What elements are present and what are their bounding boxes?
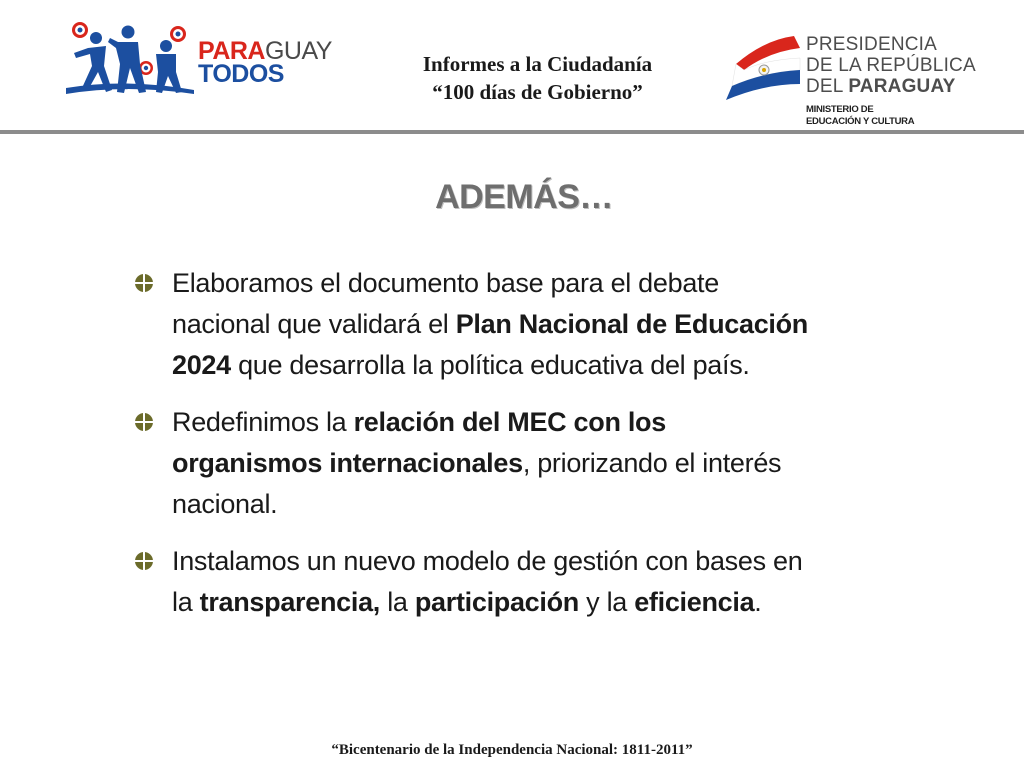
bullet-item	[128, 263, 808, 386]
bullet-item	[128, 402, 808, 525]
presidency-line1: PRESIDENCIA	[806, 34, 938, 55]
bullet-list	[128, 263, 808, 639]
bullet-item	[128, 541, 808, 623]
report-title-line1: Informes a la Ciudadanía	[422, 52, 653, 76]
olive-circle-bullet-icon	[134, 551, 154, 571]
bullet-3-bold-a: transparencia,	[199, 587, 381, 617]
bullet-3-text-c: y la	[578, 587, 635, 617]
report-title	[360, 50, 715, 106]
ministry-wordmark	[806, 104, 914, 128]
report-title-line2: “100 días de Gobierno”	[432, 80, 643, 104]
logo-word-guay: GUAY	[264, 37, 332, 65]
paraguay-todos-logo	[66, 18, 351, 96]
bullet-1-bold-a: Plan Nacional de Educación 2024	[172, 309, 809, 380]
bullet-3-text-d: .	[754, 587, 762, 617]
slide-title: ADEMÁS…	[435, 178, 613, 216]
logo-wordmark	[198, 37, 332, 88]
bullet-3-bold-c: eficiencia	[634, 587, 755, 617]
bullet-3-bold-b: participación	[414, 587, 579, 617]
presidency-logo	[724, 34, 1014, 130]
header-divider	[0, 130, 1024, 134]
paraguay-flag-swoosh-icon	[724, 34, 802, 102]
bullet-1-text-b: que desarrolla la política educativa del país.	[230, 350, 750, 380]
bullet-1-text-a: Elaboramos el documento base para el debate nacional que validará el	[172, 268, 719, 339]
logo-word-para: PARA	[198, 37, 265, 65]
presidency-line3-prefix: DEL	[806, 76, 849, 97]
header	[0, 0, 1024, 136]
people-figures-icon	[66, 18, 196, 96]
bullet-2-text-b: , priorizando el interés nacional.	[172, 448, 782, 519]
presidency-line3-bold: PARAGUAY	[848, 76, 956, 97]
olive-circle-bullet-icon	[134, 412, 154, 432]
bullet-3-text-b: la	[380, 587, 415, 617]
ministry-line1: MINISTERIO DE	[806, 104, 874, 115]
bullet-2-text-a: Redefinimos la	[172, 407, 354, 437]
bullet-2-bold-a: relación del MEC con los organismos internacionales	[172, 407, 666, 478]
olive-circle-bullet-icon	[134, 273, 154, 293]
ministry-line2: EDUCACIÓN Y CULTURA	[806, 116, 915, 127]
bullet-3-text-a: Instalamos un nuevo modelo de gestión con bases en la	[172, 546, 803, 617]
presidency-line3	[806, 76, 976, 97]
presidency-wordmark	[806, 34, 976, 97]
footer-motto: “Bicentenario de la Independencia Nacional: 1811-2011”	[331, 742, 693, 758]
logo-word-todos: TODOS	[198, 60, 284, 88]
presidency-line2: DE LA REPÚBLICA	[806, 55, 976, 76]
